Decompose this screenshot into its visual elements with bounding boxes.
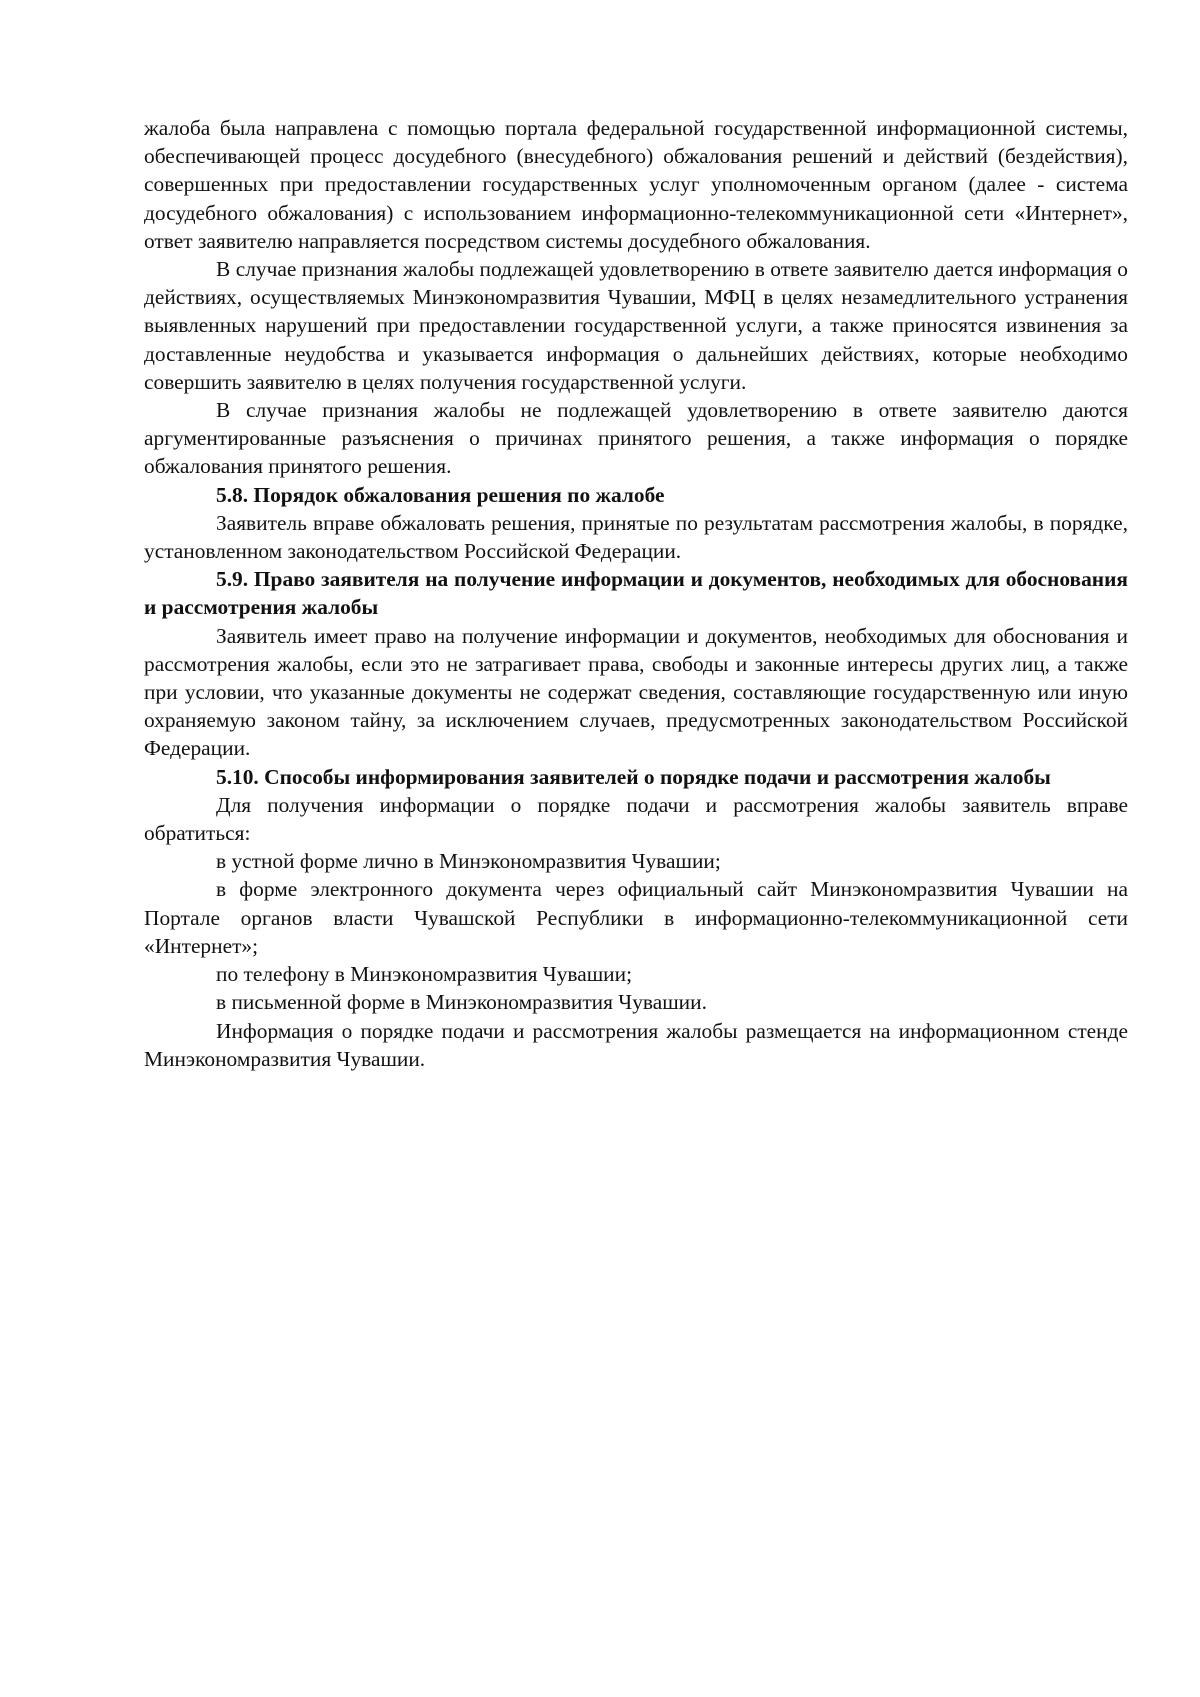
paragraph-complaint-not-satisfied: В случае признания жалобы не подлежащей удовлетворению в ответе заявителю даются аргументированные разъяснения о причинах принятого решения, а также информация о порядке обжалования принятого решения. xyxy=(144,398,1128,479)
section-heading-5-10: 5.10. Способы информирования заявителей о порядке подачи и рассмотрения жалобы xyxy=(216,764,1051,789)
list-item-by-phone: по телефону в Минэкономразвития Чувашии; xyxy=(216,962,633,987)
list-item-written-form: в письменной форме в Минэкономразвития Чувашии. xyxy=(216,990,707,1015)
paragraph-response-via-appeal-system: жалоба была направлена с помощью портала федеральной государственной информационной системы, обеспечивающей процесс досудебного (внесудебного) обжалования решений и действий (бездействия), совершенных при предоставлении государственных услуг уполномоченным органом (далее - система досудебного обжалования) с использованием информационно-телекоммуникационной сети «Интернет», ответ заявителю направляется посредством системы досудебного обжалования. xyxy=(144,116,1128,253)
document-body xyxy=(144,114,1128,1073)
paragraph-information-stand: Информация о порядке подачи и рассмотрения жалобы размещается на информационном стенде Минэкономразвития Чувашии. xyxy=(144,1018,1128,1071)
section-heading-5-8: 5.8. Порядок обжалования решения по жалобе xyxy=(216,482,665,507)
section-heading-5-9: 5.9. Право заявителя на получение информации и документов, необходимых для обоснования и рассмотрения жалобы xyxy=(144,567,1128,620)
list-item-electronic-form: в форме электронного документа через официальный сайт Минэкономразвития Чувашии на Портале органов власти Чувашской Республики в информационно-телекоммуникационной сети «Интернет»; xyxy=(144,877,1128,958)
paragraph-right-to-information: Заявитель имеет право на получение информации и документов, необходимых для обоснования и рассмотрения жалобы, если это не затрагивает права, свободы и законные интересы других лиц, а также при условии, что указанные документы не содержат сведения, составляющие государственную или иную охраняемую законом тайну, за исключением случаев, предусмотренных законодательством Российской Федерации. xyxy=(144,623,1128,761)
paragraph-complaint-satisfied: В случае признания жалобы подлежащей удовлетворению в ответе заявителю дается информация о действиях, осуществляемых Минэкономразвития Чувашии, МФЦ в целях незамедлительного устранения выявленных нарушений при предоставлении государственной услуги, а также приносятся извинения за доставленные неудобства и указывается информация о дальнейших действиях, которые необходимо совершить заявителю в целях получения государственной услуги. xyxy=(144,257,1128,394)
paragraph-how-to-get-information: Для получения информации о порядке подачи и рассмотрения жалобы заявитель вправе обратиться: xyxy=(144,792,1128,846)
list-item-oral-form: в устной форме лично в Минэкономразвития Чувашии; xyxy=(216,849,721,874)
paragraph-appeal-decision: Заявитель вправе обжаловать решения, принятые по результатам рассмотрения жалобы, в порядке, установленном законодательством Российской Федерации. xyxy=(144,510,1128,564)
